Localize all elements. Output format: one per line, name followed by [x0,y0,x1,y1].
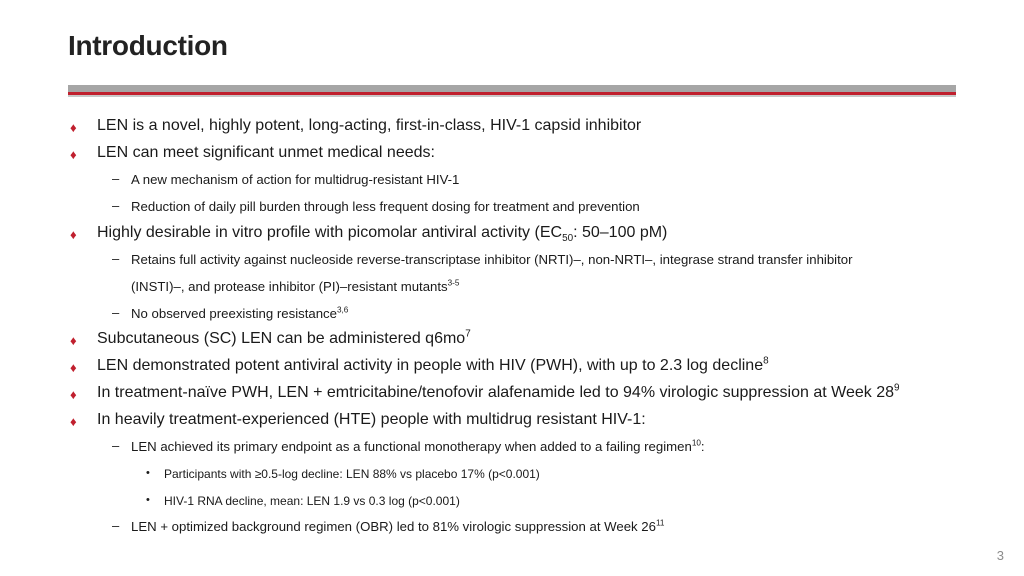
diamond-bullet-icon: ♦ [70,414,77,429]
bullet-text: LEN is a novel, highly potent, long-acting, first-in-class, HIV-1 capsid inhibitor [97,117,642,134]
diamond-bullet-icon: ♦ [70,147,77,162]
sub-bullet-text-continued: (INSTI)–, and protease inhibitor (PI)–resistant mutants$^{3-5}$ [131,278,460,294]
dash-bullet-icon: – [112,198,120,213]
page-number: 3 [996,548,1004,563]
bullet-text: Highly desirable in vitro profile with picomolar antiviral activity ($EC_{50}$: 50–100 pM) [97,224,668,245]
title-divider-gray [68,85,956,92]
dash-bullet-icon: – [112,171,120,186]
dot-bullet-icon: • [146,467,150,479]
diamond-bullet-icon: ♦ [70,387,77,402]
diamond-bullet-icon: ♦ [70,227,77,242]
sub-sub-bullet-text: HIV-1 RNA decline, mean: LEN 1.9 vs 0.3 log (p<0.001) [164,494,460,508]
bullet-text: LEN demonstrated potent antiviral activity in people with HIV (PWH), with up to 2.3 log decline$^8$ [97,355,769,374]
sub-bullet-text: LEN + optimized background regimen (OBR) led to 81% virologic suppression at Week $26^{11}$ [131,518,665,534]
dash-bullet-icon: – [112,518,120,533]
slide-title: Introduction [68,30,228,61]
bullet-text: In heavily treatment-experienced (HTE) people with multidrug resistant HIV-1: [97,411,646,428]
sub-bullet-text: Retains full activity against nucleoside reverse-transcriptase inhibitor (NRTI)–, non-NRTI–, integrase strand transfer inhibitor [131,252,853,267]
bullet-text: Subcutaneous (SC) LEN can be administered $q6mo^7$ [97,328,471,347]
dot-bullet-icon: • [146,494,150,506]
dash-bullet-icon: – [112,438,120,453]
dash-bullet-icon: – [112,251,120,266]
diamond-bullet-icon: ♦ [70,333,77,348]
dash-bullet-icon: – [112,305,120,320]
sub-bullet-text: A new mechanism of action for multidrug-resistant HIV-1 [131,172,460,187]
sub-bullet-text: Reduction of daily pill burden through less frequent dosing for treatment and prevention [131,199,640,214]
bullet-text: In treatment-naïve PWH, LEN + emtricitabine/tenofovir alafenamide led to 94% virologic suppression at Week $28^9$ [97,382,900,401]
bullet-text: LEN can meet significant unmet medical needs: [97,144,435,161]
title-divider-light [68,95,956,97]
sub-bullet-text: No observed preexisting resistance$^{3,6}$ [131,305,349,321]
sub-bullet-text: LEN achieved its primary endpoint as a functional monotherapy when added to a failing regimen$^{10}$: [131,438,705,454]
diamond-bullet-icon: ♦ [70,360,77,375]
diamond-bullet-icon: ♦ [70,120,77,135]
sub-sub-bullet-text: Participants with ≥0.5-log decline: LEN 88% vs placebo 17% (p<0.001) [164,467,540,481]
